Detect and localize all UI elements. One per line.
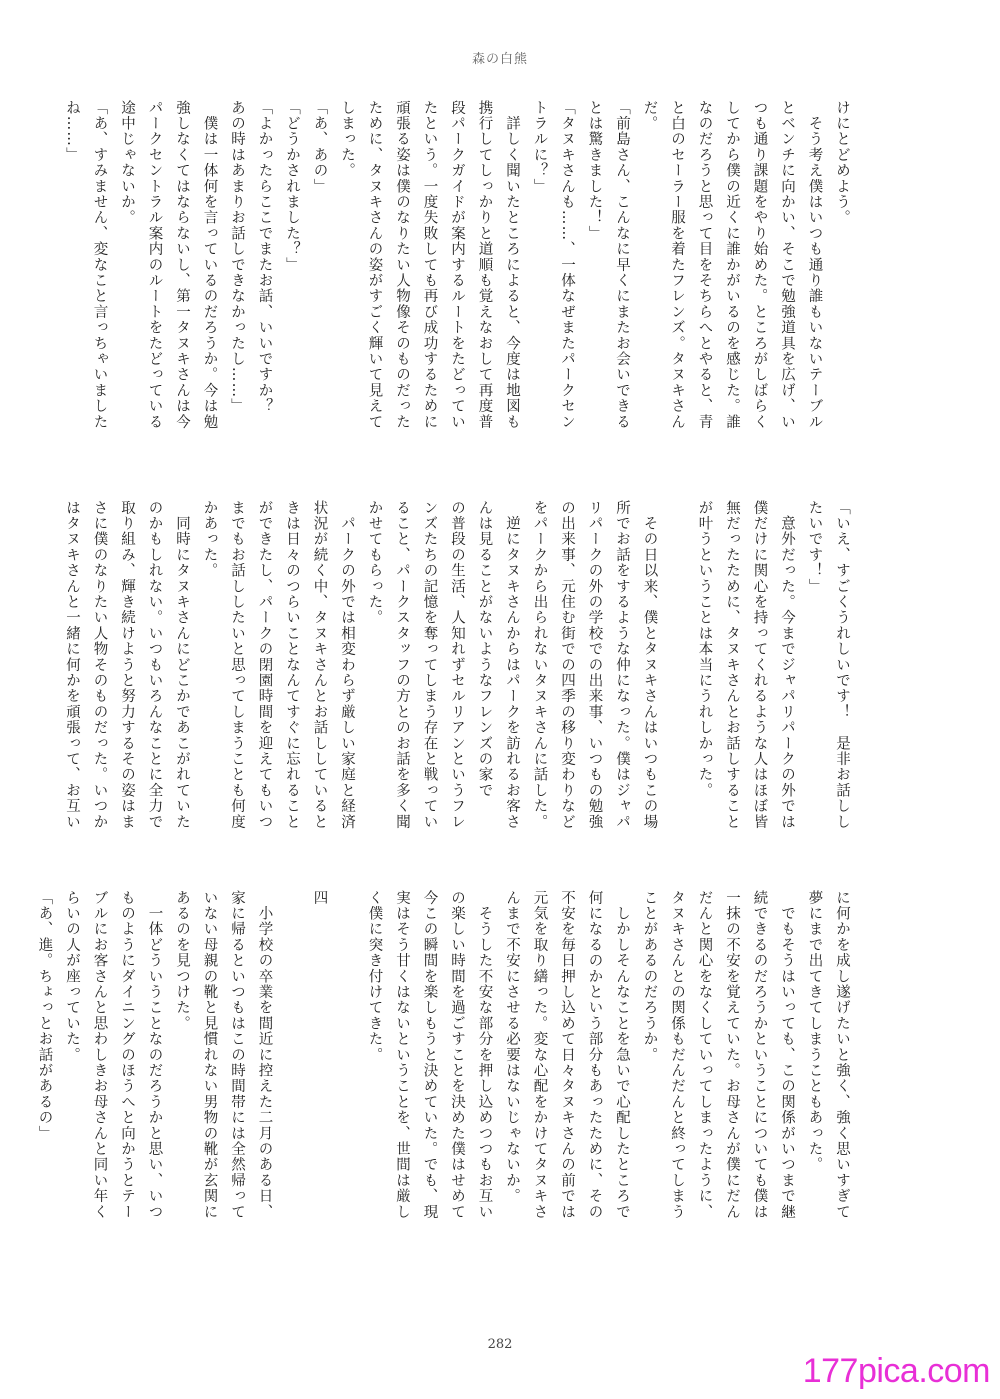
text-line: ものようにダイニングのほうへと向かうとテー xyxy=(119,890,135,1220)
text-line: たいです！」 xyxy=(806,500,823,595)
text-line: あるのを見つけた。 xyxy=(174,890,190,1032)
text-block-middle xyxy=(64,500,855,850)
text-line: 元気を取り繕った。変な心配をかけてタヌキさ xyxy=(531,890,548,1220)
text-line: に何かを成し遂げたいと強く、強く思いすぎて xyxy=(834,890,850,1220)
text-line: けにとどめよう。 xyxy=(834,100,850,226)
text-line: の出来事、元住む街での四季の移り変わりなど xyxy=(559,500,575,830)
text-line: 不安を毎日押し込めて日々タヌキさんの前では xyxy=(559,890,575,1220)
text-line: 「あ、あの」 xyxy=(311,100,328,195)
text-line: しまった。 xyxy=(339,100,355,179)
text-line: きは日々のつらいことなんてすぐに忘れること xyxy=(284,500,300,830)
text-line: ンズたちの記憶を奪ってしまう存在と戦ってい xyxy=(421,500,438,830)
text-line: 「いえ、すごくうれしいです！ 是非お話しし xyxy=(834,500,850,830)
running-header: 森の白熊 xyxy=(471,52,528,67)
text-line: ことがあるのだろうか。 xyxy=(641,890,658,1063)
text-line: が叶うということは本当にうれしかった。 xyxy=(696,500,713,799)
text-line: 僕は一体何を言っているのだろうか。今は勉 xyxy=(201,100,218,430)
text-line: 「よかったらここでまたお話、いいですか？ xyxy=(256,100,273,414)
text-line: 強しなくてはならないし、第一タヌキさんは今 xyxy=(174,100,190,430)
text-line: だんと関心をなくしていってしまったように、 xyxy=(696,890,713,1220)
text-line: 僕だけに関心を持ってくれるような人はほぼ皆 xyxy=(751,500,768,830)
text-line: 頑張る姿は僕のなりたい人物像そのものだった xyxy=(394,100,410,430)
text-line: はタヌキさんと一緒に何かを頑張って、お互い xyxy=(64,500,80,830)
text-line: んは見ることがないようなフレンズの家で xyxy=(476,500,493,799)
text-line: をパークから出られないタヌキさんに話した。 xyxy=(531,500,548,830)
text-line: さに僕のなりたい人物そのものだった。いつか xyxy=(91,500,108,830)
text-line: その日以来、僕とタヌキさんはいつもこの場 xyxy=(641,500,658,830)
text-line: してから僕の近くに誰かがいるのを感じた。誰 xyxy=(724,100,740,430)
text-line: とベンチに向かい、そこで勉強道具を広げ、い xyxy=(779,100,795,430)
text-line: 無だったために、タヌキさんとお話しすること xyxy=(724,500,740,830)
text-line: かあった。 xyxy=(201,500,218,579)
text-line: リパークの外の学校での出来事、いつもの勉強 xyxy=(586,500,603,830)
text-line: らいの人が座っていた。 xyxy=(64,890,80,1063)
watermark: 177pica.com xyxy=(802,1352,990,1390)
text-line: しかしそんなことを急いで心配したところで xyxy=(614,890,630,1220)
text-line: 「前島さん、こんなに早くにまたお会いできる xyxy=(614,100,630,430)
text-line: 小学校の卒業を間近に控えた二月のある日、 xyxy=(256,890,273,1220)
text-line: 一体どういうことなのだろうかと思い、いつ xyxy=(146,890,163,1220)
text-line: 今この瞬間を楽しもうと決めていた。でも、現 xyxy=(421,890,438,1220)
text-line: パークの外では相変わらず厳しい家庭と経済 xyxy=(339,500,355,830)
text-line: とは驚きました！」 xyxy=(586,100,603,242)
text-block-lower xyxy=(36,890,855,1270)
text-line: 取り組み、輝き続けようと努力するその姿はま xyxy=(119,500,135,830)
text-line: トラルに？」 xyxy=(531,100,548,195)
text-line: 夢にまで出てきてしまうこともあった。 xyxy=(806,890,823,1173)
text-line: ること、パークスタッフの方とのお話を多く聞 xyxy=(394,500,410,830)
text-line xyxy=(663,500,691,850)
text-line: そうした不安な部分を押し込めつつもお互い xyxy=(476,890,493,1220)
text-line: 「タヌキさんも……、一体なぜまたパークセン xyxy=(559,100,575,430)
text-line: あの時はあまりお話しできなかったし……」 xyxy=(229,100,245,414)
text-line: の普段の生活、人知れずセルリアンというフレ xyxy=(449,500,465,830)
text-line: 「どうかされました？」 xyxy=(284,100,300,273)
text-line: かせてもらった。 xyxy=(366,500,383,626)
text-line: 何になるのかという部分もあったために、その xyxy=(586,890,603,1220)
text-line: ね……」 xyxy=(64,100,80,163)
text-line: だ。 xyxy=(641,100,658,132)
text-line: いない母親の靴と見慣れない男物の靴が玄関に xyxy=(201,890,218,1220)
text-line: 同時にタヌキさんにどこかであこがれていた xyxy=(174,500,190,830)
text-line: 段パークガイドが案内するルートをたどってい xyxy=(449,100,465,430)
text-line: までもお話ししたいと思ってしまうことも何度 xyxy=(229,500,245,830)
text-line: 続できるのだろうかということについても僕は xyxy=(751,890,768,1220)
text-line: 状況が続く中、タヌキさんとお話ししていると xyxy=(311,500,328,830)
text-line: 詳しく聞いたところによると、今度は地図も xyxy=(504,100,520,430)
text-line: たという。一度失敗しても再び成功するために xyxy=(421,100,438,430)
text-line: ができたし、パークの閉園時間を迎えてもいつ xyxy=(256,500,273,830)
text-line: ために、タヌキさんの姿がすごく輝いて見えて xyxy=(366,100,383,430)
text-line: 途中じゃないか。 xyxy=(119,100,135,226)
text-line xyxy=(278,890,306,1270)
page-number: 282 xyxy=(487,1337,513,1352)
text-line: 「あ、すみません、変なこと言っちゃいました xyxy=(91,100,108,430)
text-line: んまで不安にさせる必要はないじゃないか。 xyxy=(504,890,520,1204)
text-line: の楽しい時間を過ごすことを決めた僕はせめて xyxy=(449,890,465,1220)
text-line: ブルにお客さんと思わしきお母さんと同い年く xyxy=(91,890,108,1220)
text-line: つも通り課題をやり始めた。ところがしばらく xyxy=(751,100,768,430)
text-line: 家に帰るといつもはこの時間帯には全然帰って xyxy=(229,890,245,1220)
text-line: 一抹の不安を覚えていた。お母さんが僕にだん xyxy=(724,890,740,1220)
text-line: そう考え僕はいつも通り誰もいないテーブル xyxy=(806,100,823,430)
text-line: 携行してしっかりと道順も覚えなおして再度普 xyxy=(476,100,493,430)
text-line: と白のセーラー服を着たフレンズ。タヌキさん xyxy=(669,100,685,430)
text-line: 「あ、進。ちょっとお話があるの」 xyxy=(36,890,53,1142)
text-block-upper xyxy=(64,100,855,485)
text-line: 所でお話をするような仲になった。僕はジャパ xyxy=(614,500,630,830)
text-line: 実はそう甘くはないということを、世間は厳し xyxy=(394,890,410,1220)
text-line: 逆にタヌキさんからはパークを訪れるお客さ xyxy=(504,500,520,830)
text-line: のかもしれない。いつもいろんなことに全力で xyxy=(146,500,163,830)
text-line: タヌキさんとの関係もだんだんと終ってしまう xyxy=(669,890,685,1220)
text-line: く僕に突き付けてきた。 xyxy=(366,890,383,1063)
text-line xyxy=(333,890,361,1270)
text-line: 意外だった。今までジャパリパークの外では xyxy=(779,500,795,830)
text-line: でもそうはいっても、この関係がいつまで継 xyxy=(779,890,795,1220)
text-line: なのだろうと思って目をそちらへとやると、青 xyxy=(696,100,713,430)
text-line: 四 xyxy=(311,890,328,906)
text-line: パークセントラル案内のルートをたどっている xyxy=(146,100,163,430)
